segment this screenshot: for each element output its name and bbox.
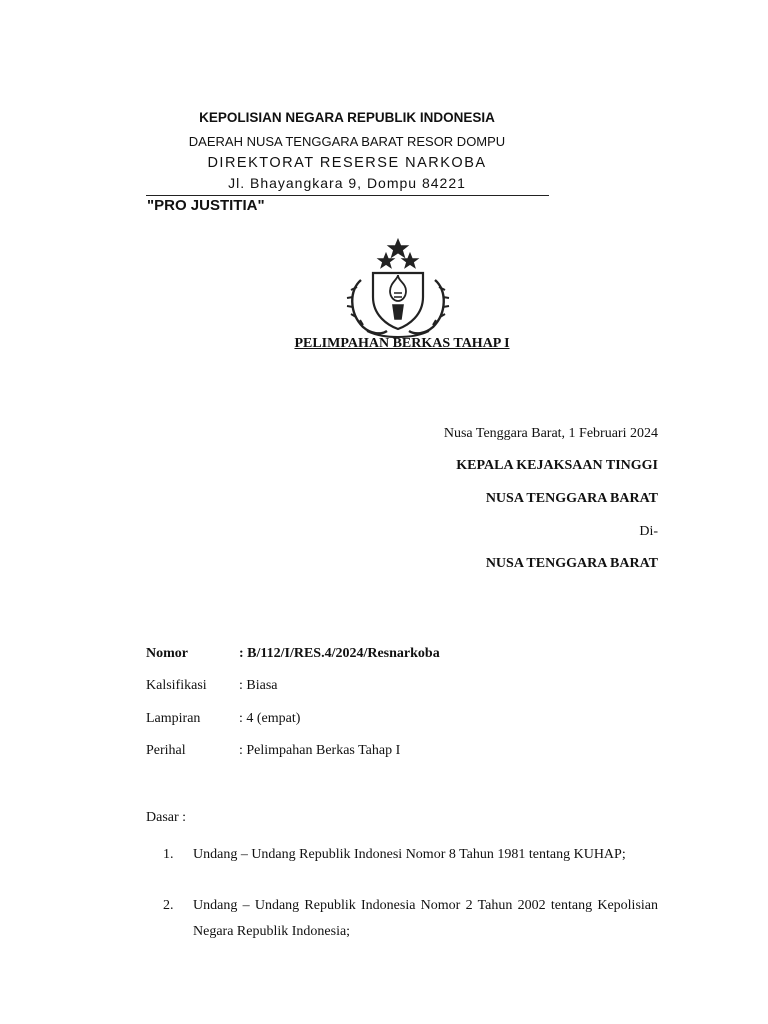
field-value: : B/112/I/RES.4/2024/Resnarkoba: [239, 646, 440, 661]
basis-label: Dasar :: [146, 810, 187, 825]
list-item: [163, 842, 658, 868]
field-value: : 4 (empat): [239, 711, 301, 726]
header-divider: [146, 195, 549, 196]
field-label: Nomor: [146, 646, 188, 661]
field-label: Kalsifikasi: [146, 678, 207, 693]
police-emblem-icon: [343, 235, 453, 340]
field-lampiran: [146, 711, 300, 727]
pro-justitia-label: "PRO JUSTITIA": [147, 197, 265, 214]
field-nomor: [146, 646, 440, 662]
document-title: PELIMPAHAN BERKAS TAHAP I: [294, 336, 510, 351]
list-item: [163, 893, 658, 945]
recipient-di: Di-: [639, 524, 658, 539]
list-item-text: Undang – Undang Republik Indonesia Nomor 2 Tahun 2002 tentang Kepolisian Negara Republik Indonesia;: [193, 898, 658, 939]
field-label: Perihal: [146, 743, 186, 758]
header-region: DAERAH NUSA TENGGARA BARAT RESOR DOMPU: [188, 134, 506, 149]
recipient-line-1: KEPALA KEJAKSAAN TINGGI: [456, 458, 658, 473]
header-institution: KEPOLISIAN NEGARA REPUBLIK INDONESIA: [199, 110, 495, 125]
list-item-number: 1.: [163, 847, 174, 862]
recipient-line-3: NUSA TENGGARA BARAT: [485, 556, 658, 571]
field-value: : Pelimpahan Berkas Tahap I: [239, 743, 401, 758]
list-item-text: Undang – Undang Republik Indonesi Nomor 8 Tahun 1981 tentang KUHAP;: [193, 847, 626, 862]
field-perihal: [146, 743, 400, 759]
field-value: : Biasa: [239, 678, 278, 693]
header-address: Jl. Bhayangkara 9, Dompu 84221: [228, 175, 466, 191]
header-directorate: DIREKTORAT RESERSE NARKOBA: [207, 155, 487, 171]
recipient-line-2: NUSA TENGGARA BARAT: [485, 491, 658, 506]
letter-date: Nusa Tenggara Barat, 1 Februari 2024: [443, 426, 658, 441]
field-label: Lampiran: [146, 711, 201, 726]
field-klasifikasi: [146, 678, 278, 694]
list-item-number: 2.: [163, 898, 174, 913]
